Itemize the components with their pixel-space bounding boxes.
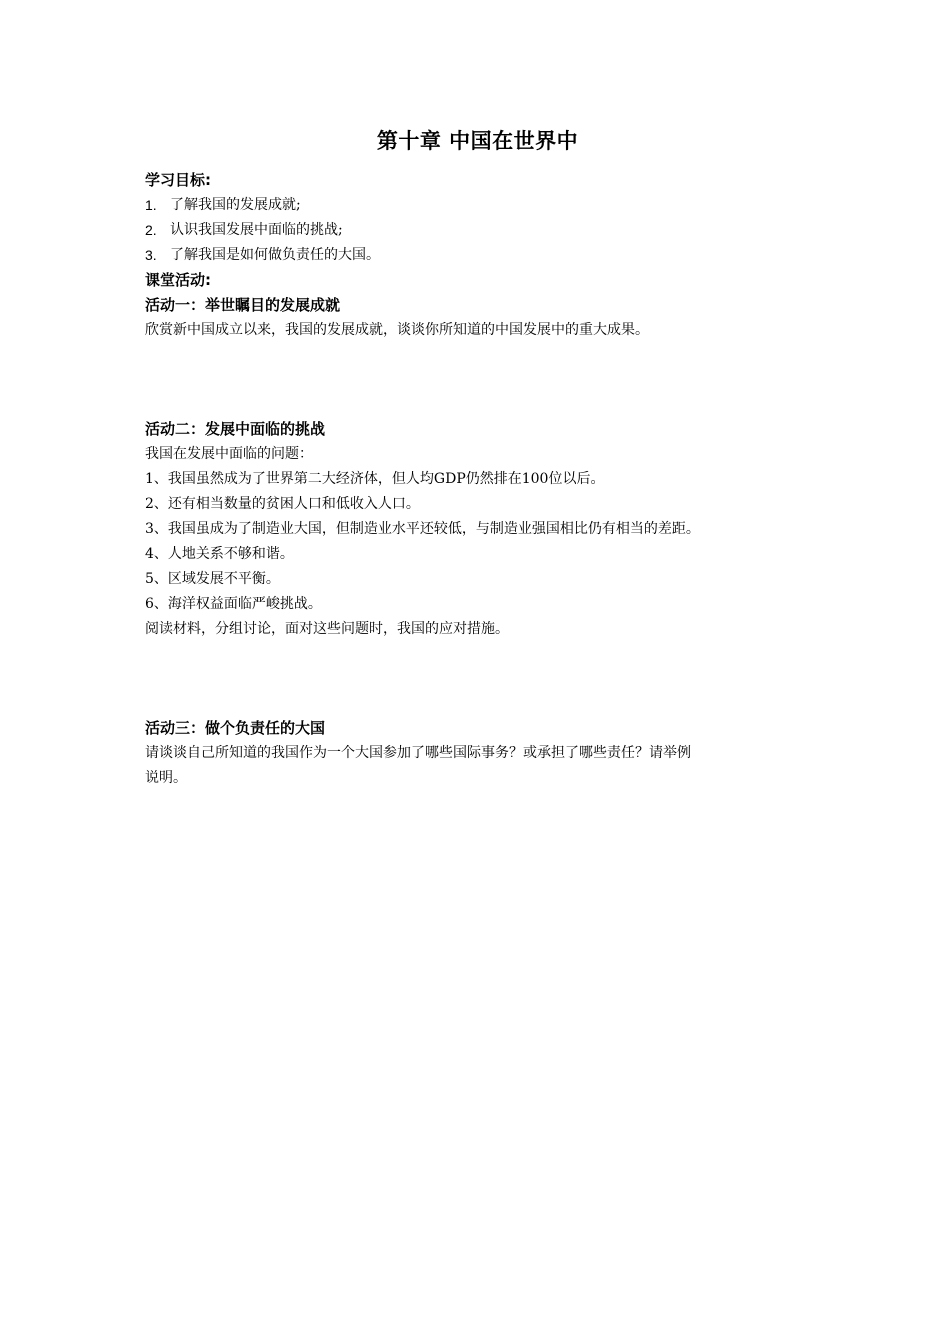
challenge-item: 5、区域发展不平衡。 [145,571,280,587]
challenge-item: 1、我国虽然成为了世界第二大经济体，但人均GDP仍然排在100位以后。 [145,471,605,487]
objectives-heading: 学习目标: [145,171,211,189]
activity3-text-line2: 说明。 [145,770,187,786]
activity3-heading: 活动三：做个负责任的大国 [145,719,326,737]
list-text: 了解我国的发展成就; [170,197,301,213]
list-text: 认识我国发展中面临的挑战; [170,222,343,238]
list-item [145,243,810,268]
activity1-heading: 活动一：举世瞩目的发展成就 [145,296,341,314]
activity3-text-line1: 请谈谈自己所知道的我国作为一个大国参加了哪些国际事务？或承担了哪些责任？请举例 [145,745,691,761]
list-item [145,193,810,218]
objectives-list [145,193,810,268]
answer-space [145,343,810,417]
document-content [145,126,810,791]
activity2-intro: 我国在发展中面临的问题： [145,446,313,462]
list-number: 2. [145,222,157,238]
classroom-heading: 课堂活动: [145,271,211,289]
challenge-item: 4、人地关系不够和谐。 [145,546,294,562]
list-number: 3. [145,247,157,263]
page-title: 第十章 中国在世界中 [376,129,579,153]
activity1-text: 欣赏新中国成立以来，我国的发展成就，谈谈你所知道的中国发展中的重大成果。 [145,322,649,338]
challenge-item: 2、还有相当数量的贫困人口和低收入人口。 [145,496,420,512]
answer-space [145,642,810,716]
list-text: 了解我国是如何做负责任的大国。 [170,247,380,263]
challenge-item: 6、海洋权益面临严峻挑战。 [145,596,322,612]
list-item [145,218,810,243]
list-number: 1. [145,197,157,213]
activity2-task: 阅读材料，分组讨论，面对这些问题时，我国的应对措施。 [145,621,509,637]
activity2-heading: 活动二：发展中面临的挑战 [145,420,326,438]
challenge-item: 3、我国虽成为了制造业大国，但制造业水平还较低，与制造业强国相比仍有相当的差距。 [145,521,700,537]
